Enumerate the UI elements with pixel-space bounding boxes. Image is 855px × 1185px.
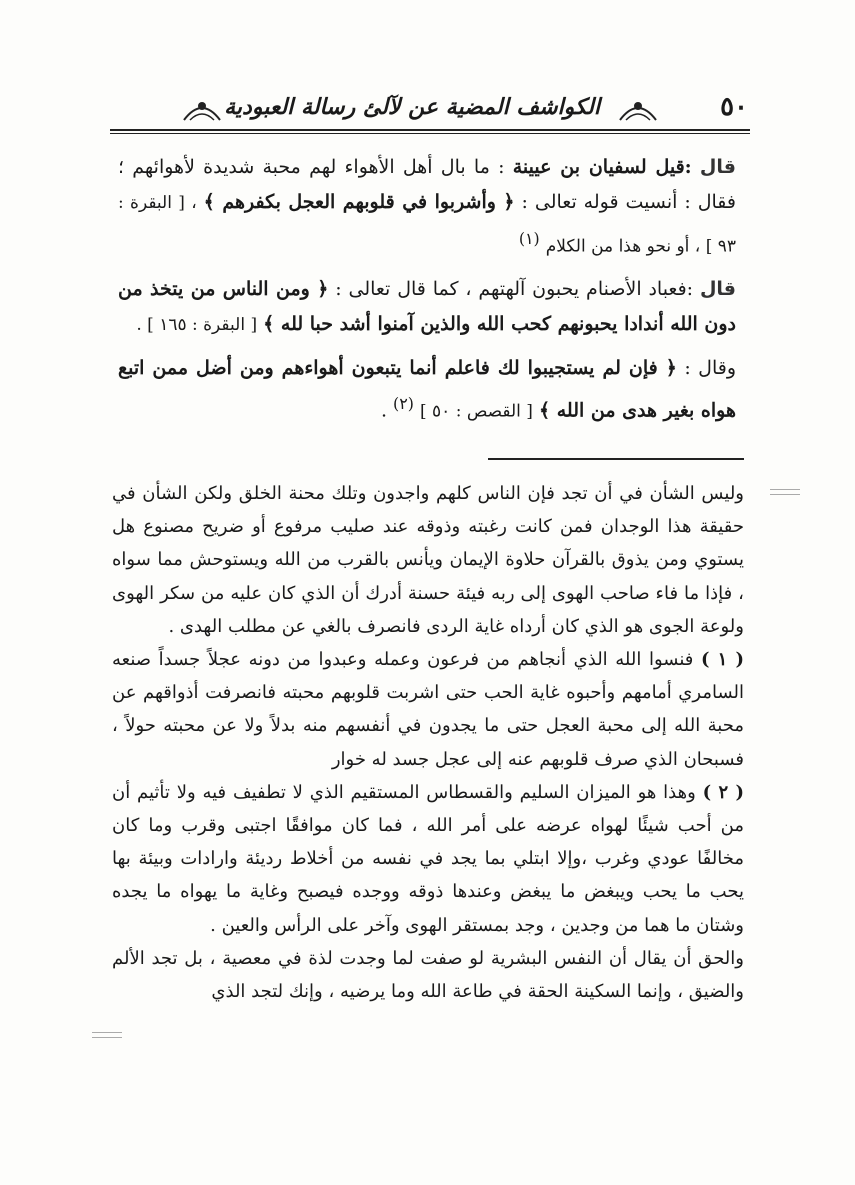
page-header (110, 88, 750, 134)
footnote-separator (488, 458, 744, 460)
verse-reference: [ القصص : ٥٠ ] (419, 401, 533, 422)
margin-mark (92, 1032, 122, 1033)
commentary (112, 477, 744, 1008)
matn-text: . (380, 399, 387, 422)
verse-reference: [ البقرة : ١٦٥ ] . (136, 315, 258, 336)
header-rule (110, 129, 750, 134)
ornament-right-icon (616, 94, 660, 124)
scholar-name: :قيل لسفيان بن عيينة (512, 156, 692, 178)
qala-label: قال (699, 156, 736, 178)
qala-label: قال (699, 278, 736, 301)
matn-text: وقال : (684, 357, 736, 380)
margin-mark (770, 494, 800, 495)
quran-verse: ﴿ ومن الناس من يتخذ من دون الله أندادا يحبونهم كحب الله والذين آمنوا أشد حبا لله ﴾ (118, 278, 736, 336)
footnote-text: وهذا هو الميزان السليم والقسطاس المستقيم الذي لا تطفيف فيه ولا تأثيم أن من أحب شيئًا لهواه عرضه على أمر الله ، فما كان موافقًا اجتبى وقرب وما كان مخالفًا عودي وغرب ،وإلا ابتلي بما يجد في نفسه من أخلاط رديئة وارادات وبيئة بها يحب ما يحب ويبغض ما يبغض وعندها ذوقه ووجده فيصبح وغاية ما يهواه ما يجده وشتان ما هما من وجدين ، وجد بمستقر الهوى وآخر على الرأس والعين . (112, 781, 744, 936)
matn-paragraph-3 (118, 351, 736, 429)
quran-verse: ﴿ فإن لم يستجيبوا لك فاعلم أنما يتبعون أهواءهم ومن أضل ممن اتبع هواه بغير هدى من الله ﴾ (118, 357, 736, 422)
margin-mark (770, 489, 800, 490)
matn-text: : ما بال أهل الأهواء لهم محبة شديدة (203, 156, 505, 178)
footnote-1 (112, 643, 744, 776)
quran-verse: ﴿ وأشربوا في قلوبهم العجل بكفرهم ﴾ (203, 191, 515, 213)
matn-paragraph-1 (118, 150, 736, 264)
footnote-marker: (٢) (393, 394, 414, 414)
footnote-marker: (١) (518, 229, 540, 248)
page-number: ٥٠ (720, 92, 748, 122)
verse-reference: ، [ البقرة : ٩٣ ] ، أو نحو هذا من الكلام (118, 193, 736, 257)
footnote-number: ( ٢ ) (702, 781, 744, 803)
matn-text: :فعباد الأصنام يحبون آلهتهم ، كما قال تعالى : (335, 278, 694, 301)
margin-mark (92, 1037, 122, 1038)
matn-text: لأهوائهم ؛ فقال : أنسيت قوله تعالى : (118, 156, 737, 213)
main-text (118, 150, 736, 430)
matn-paragraph-2 (118, 272, 736, 343)
running-title: الكواشف المضية عن لآلئ رسالة العبودية (224, 94, 600, 120)
commentary-paragraph: وليس الشأن في أن تجد فإن الناس كلهم واجدون وتلك محنة الخلق ولكن الشأن في حقيقة هذا الوجدان فمن كانت رغبته وذوقه عند صليب مرفوع أو ضريح مصنوع هل يستوي ومن يذوق بالقرآن حلاوة الإيمان ويأنس بالقرب من الله ويستوحش مما سواه ، فإذا ما فاء صاحب الهوى إلى ربه فيئة حسنة أدرك أن الذي كان عليه من سكر الهوى ولوعة الجوى هو الذي كان أرداه غاية الردى فانصرف بالغي عن مطلب الهدى . (112, 483, 744, 637)
footnote-number: ( ١ ) (700, 649, 744, 671)
ornament-left-icon (180, 94, 224, 124)
commentary-paragraph: والحق أن يقال أن النفس البشرية لو صفت لما وجدت لذة في معصية ، بل تجد الألم والضيق ، وإنما السكينة الحقة في طاعة الله وما يرضيه ، وإنك لتجد الذي (112, 947, 744, 1003)
footnote-2 (112, 776, 744, 942)
footnote-text: فنسوا الله الذي أنجاهم من فرعون وعمله وعبدوا من دونه عجلاً جسداً صنعه السامري أمامهم وأحبوه غاية الحب حتى اشربت قلوبهم محبته فانصرفت أذواقهم عن محبة الله إلى محبة العجل حتى ما يجدون في أنفسهم منه بدلاً ولا عن محبته حولاً ، فسبحان الذي صرف قلوبهم عنه إلى عجل جسد له خوار (112, 649, 744, 770)
